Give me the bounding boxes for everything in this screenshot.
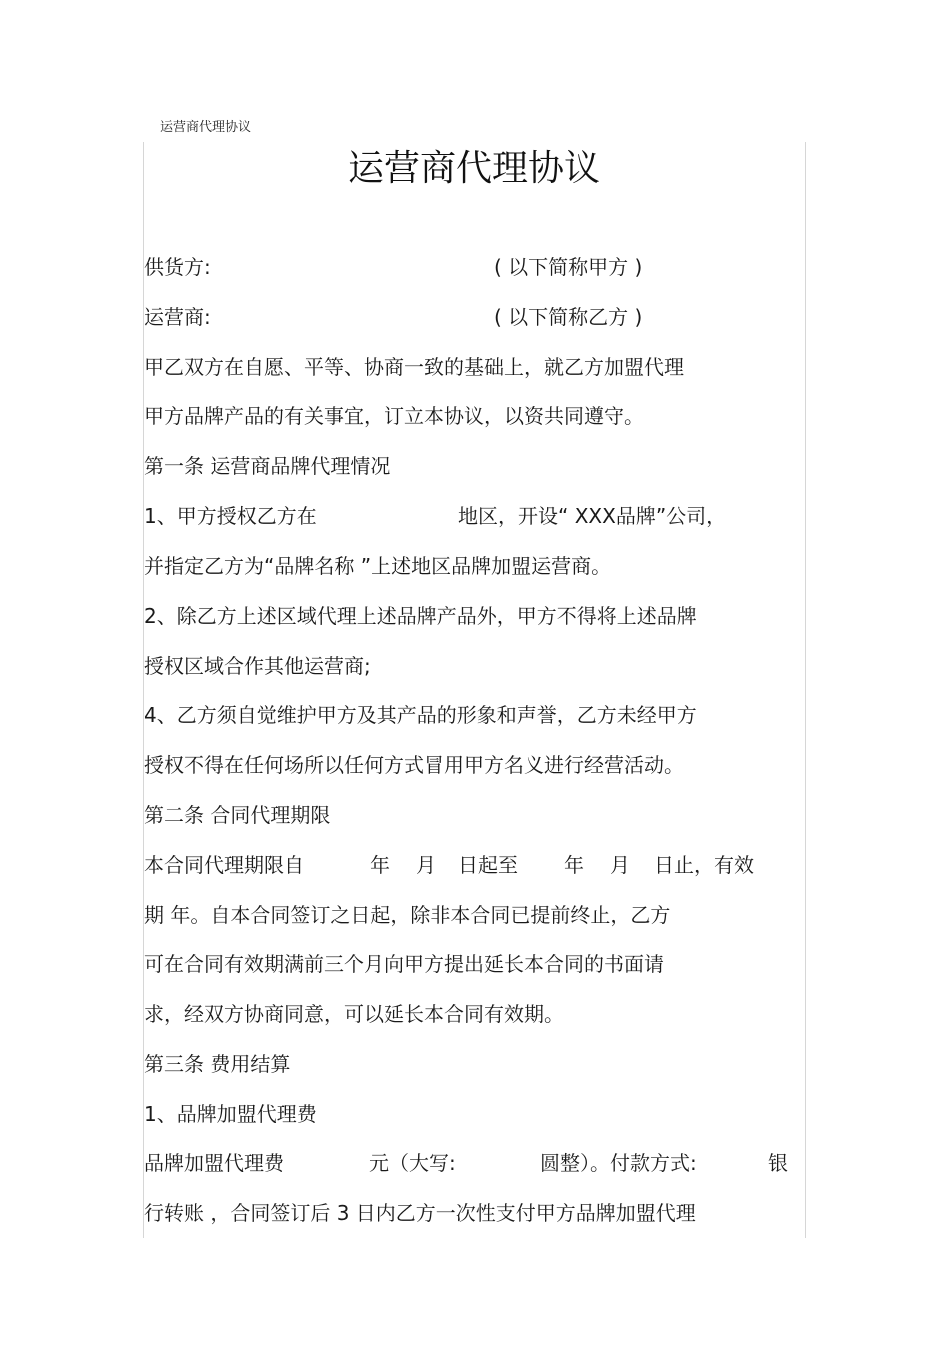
article-1-item-2-line-2: 授权区域合作其他运营商;	[144, 654, 371, 678]
article-1-item-1-line-2: 并指定乙方为“品牌名称 ”上述地区品牌加盟运营商。	[144, 554, 612, 578]
party-b-label: 运营商:	[144, 305, 211, 329]
intro-line-1: 甲乙双方在自愿、平等、协商一致的基础上，就乙方加盟代理	[144, 355, 684, 379]
article-3-last-line: 行转账 ，合同签订后 3 日内乙方一次性支付甲方品牌加盟代理	[144, 1201, 696, 1225]
party-a-label: 供货方:	[144, 255, 211, 279]
document-title: 运营商代理协议	[347, 148, 600, 189]
fee-label: 品牌加盟代理费	[144, 1151, 284, 1175]
term-day-1: 日起至	[458, 853, 518, 877]
term-month-2: 月	[610, 853, 630, 877]
article-2-line-3: 可在合同有效期满前三个月向甲方提出延长本合同的书面请	[144, 952, 664, 976]
article-1-item-4-line-2: 授权不得在任何场所以任何方式冒用甲方名义进行经营活动。	[144, 753, 684, 777]
article-1-item-2-line-1: 2、除乙方上述区域代理上述品牌产品外，甲方不得将上述品牌	[144, 604, 697, 628]
article-3-sub-1: 1、品牌加盟代理费	[144, 1102, 317, 1126]
article-2-line-4: 求，经双方协商同意，可以延长本合同有效期。	[144, 1002, 564, 1026]
fee-bank: 银	[768, 1151, 788, 1175]
fee-yuan: 元（大写:	[369, 1151, 456, 1175]
party-a-note: ( 以下简称甲方 )	[494, 255, 643, 279]
article-1-item-1-line-1	[144, 500, 794, 532]
party-b-line	[144, 301, 704, 333]
term-year-2: 年	[564, 853, 584, 877]
intro-line-2: 甲方品牌产品的有关事宜，订立本协议，以资共同遵守。	[144, 404, 644, 428]
item-1-prefix: 1、甲方授权乙方在	[144, 504, 317, 528]
article-1-item-4-line-1: 4、乙方须自觉维护甲方及其产品的形象和声誉，乙方未经甲方	[144, 703, 697, 727]
party-b-note: ( 以下简称乙方 )	[494, 305, 643, 329]
article-2-line-2: 期 年。自本合同签订之日起，除非本合同已提前终止，乙方	[144, 903, 671, 927]
article-1-heading: 第一条 运营商品牌代理情况	[144, 454, 391, 478]
article-2-heading: 第二条 合同代理期限	[144, 803, 331, 827]
term-prefix: 本合同代理期限自	[144, 853, 304, 877]
term-day-2: 日止，有效	[654, 853, 754, 877]
running-header: 运营商代理协议	[160, 120, 252, 135]
page-frame-right-rule	[805, 142, 806, 1238]
term-month-1: 月	[416, 853, 436, 877]
article-2-term-line	[144, 849, 794, 881]
fee-payment-method: 圆整）。付款方式:	[540, 1151, 697, 1175]
party-a-line	[144, 251, 704, 283]
article-3-heading: 第三条 费用结算	[144, 1052, 291, 1076]
item-1-region-text: 地区，开设“ XXX品牌”公司，	[458, 504, 727, 528]
term-year-1: 年	[370, 853, 390, 877]
article-3-fee-line	[144, 1147, 804, 1179]
